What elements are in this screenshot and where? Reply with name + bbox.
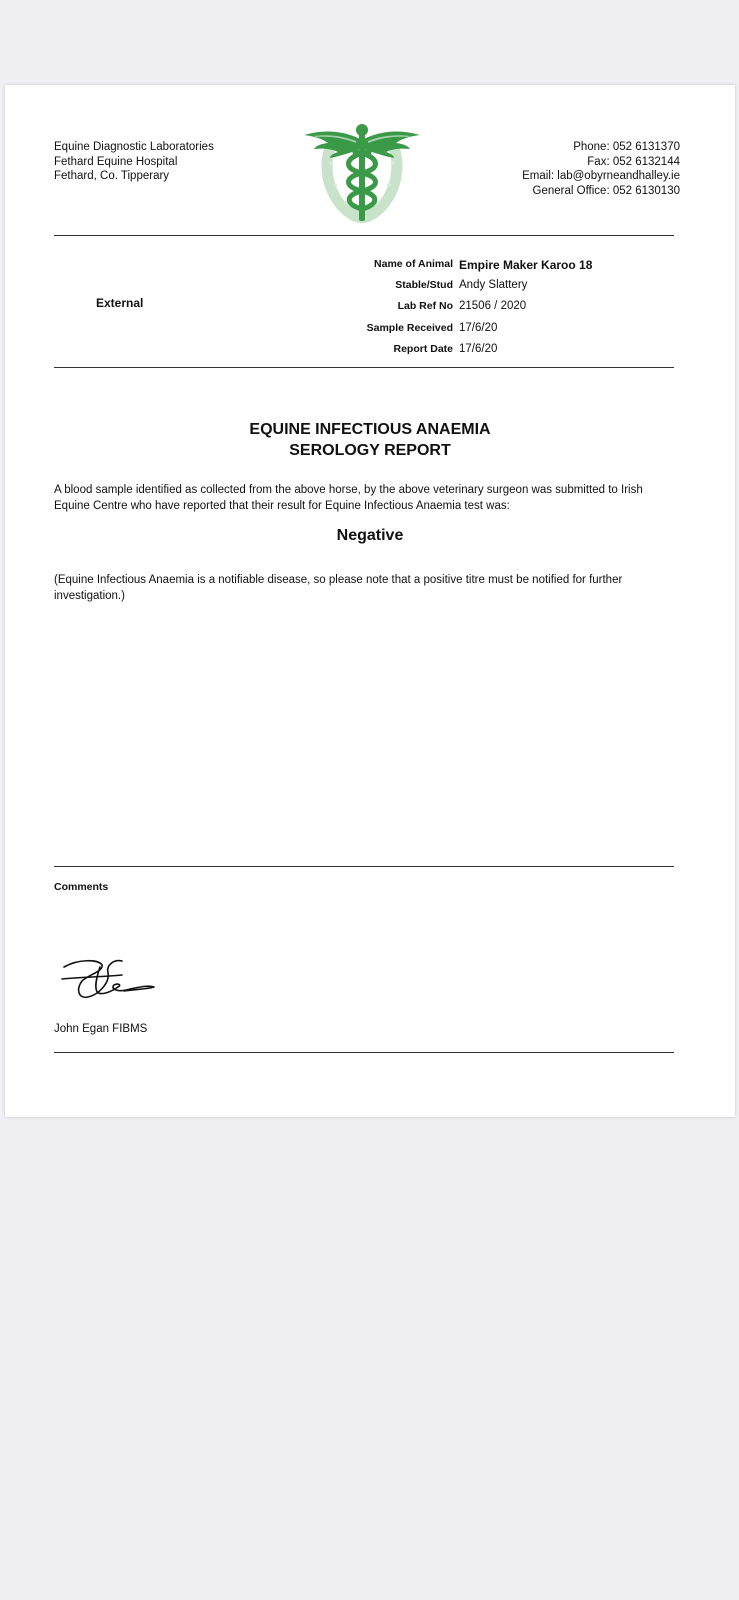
test-result: Negative xyxy=(336,527,404,544)
report-page xyxy=(5,85,735,1117)
report-date: 17/6/20 xyxy=(459,342,498,355)
divider xyxy=(54,866,674,867)
signatory-name: John Egan FIBMS xyxy=(54,1023,148,1035)
info-label: Name of Animal xyxy=(374,258,453,270)
divider xyxy=(54,235,674,236)
info-row-received xyxy=(305,322,665,343)
stable-name: Andy Slattery xyxy=(459,279,528,292)
info-row-stable xyxy=(305,279,665,300)
report-title-line: EQUINE INFECTIOUS ANAEMIA xyxy=(249,421,491,438)
report-intro-text: A blood sample identified as collected from the above horse, by the above veterinary surgeon was submitted to Irish Equine Centre who have reported that their result for Equine Infectious Anaemia test was: xyxy=(54,484,643,512)
lab-address xyxy=(54,140,214,184)
animal-info-table xyxy=(305,258,665,364)
address-line: Fethard Equine Hospital xyxy=(54,155,178,168)
divider xyxy=(54,367,674,368)
address-line: Equine Diagnostic Laboratories xyxy=(54,141,214,153)
report-title xyxy=(5,419,735,461)
info-label: Stable/Stud xyxy=(395,279,453,292)
report-subtitle-line: SEROLOGY REPORT xyxy=(289,442,451,459)
sample-received-date: 17/6/20 xyxy=(459,321,498,334)
general-office-number: General Office: 052 6130130 xyxy=(532,184,680,197)
comments-label: Comments xyxy=(54,881,109,893)
notifiable-disease-note: (Equine Infectious Anaemia is a notifiable disease, so please note that a positive titre must be notified for further investigation.) xyxy=(54,574,623,602)
client-type-label: External xyxy=(96,296,144,310)
info-label: Lab Ref No xyxy=(397,300,453,313)
info-label: Sample Received xyxy=(366,321,453,334)
email-address: Email: lab@obyrneandhalley.ie xyxy=(522,170,680,183)
info-label: Report Date xyxy=(393,342,453,355)
lab-ref-number: 21506 / 2020 xyxy=(459,300,527,313)
animal-name: Empire Maker Karoo 18 xyxy=(459,258,593,272)
signature-image xyxy=(58,953,162,1005)
info-row-name xyxy=(305,258,665,279)
address-line: Fethard, Co. Tipperary xyxy=(54,170,170,183)
caduceus-logo-icon xyxy=(304,123,420,225)
info-row-report-date xyxy=(305,343,665,364)
lab-contact xyxy=(522,140,680,198)
divider xyxy=(54,1052,674,1053)
fax-number: Fax: 052 6132144 xyxy=(587,155,680,168)
info-row-labref xyxy=(305,300,665,321)
phone-number: Phone: 052 6131370 xyxy=(573,141,680,153)
